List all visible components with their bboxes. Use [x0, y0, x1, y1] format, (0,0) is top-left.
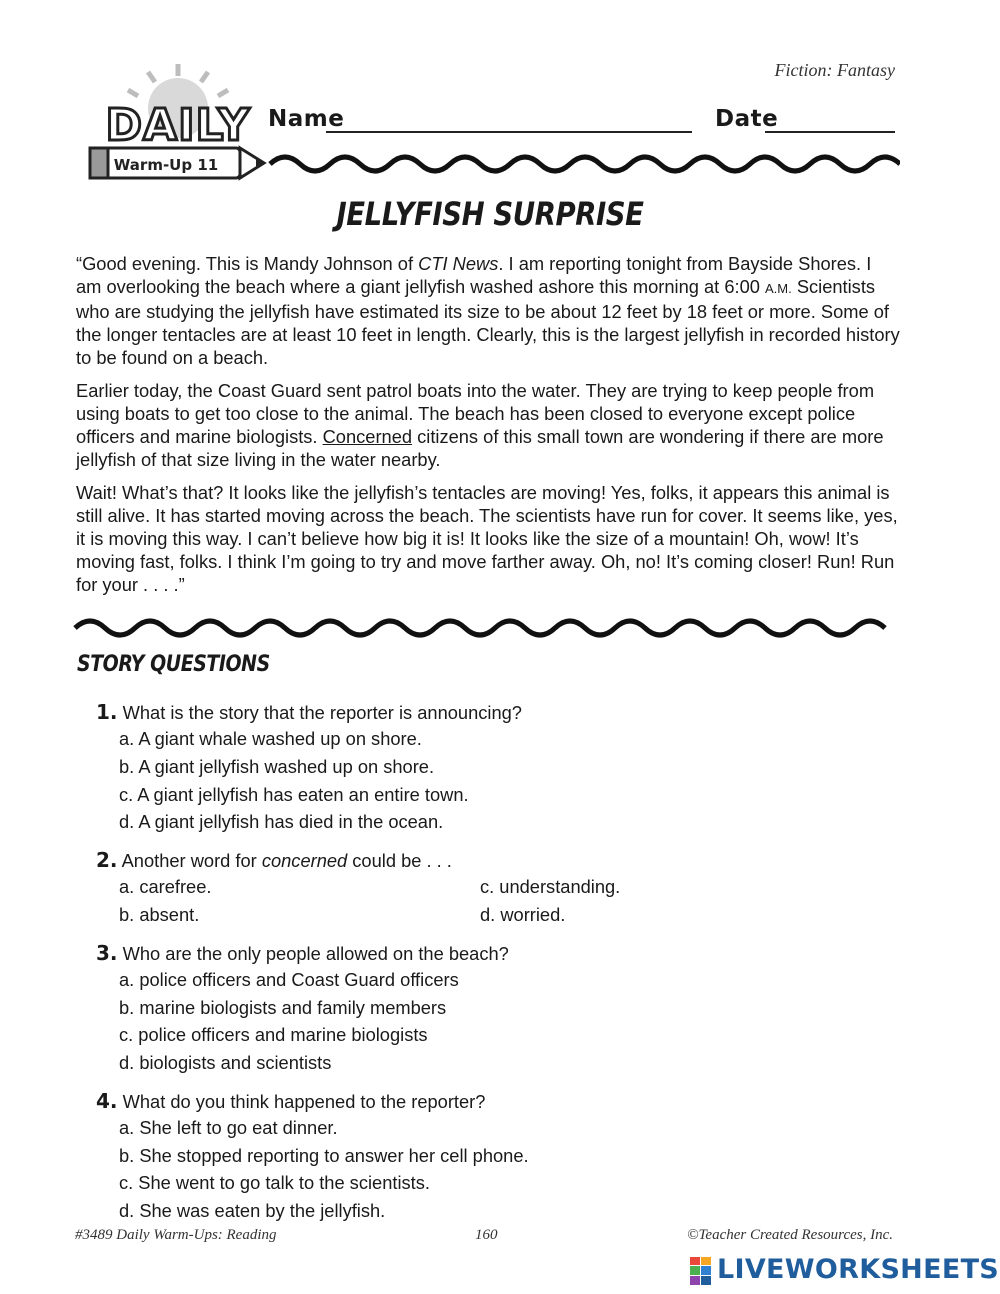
answer-option[interactable]: d. She was eaten by the jellyfish.: [119, 1200, 386, 1221]
question-4: [96, 1089, 485, 1113]
question-text: What is the story that the reporter is announcing?: [122, 702, 522, 723]
date-input-line[interactable]: [765, 131, 895, 133]
vocab-word: Concerned: [322, 426, 413, 447]
story-text-run: . I am reporting tonight from Bayside Shores. I am overlooking the beach where a giant jellyfish washed ashore this morning at 6:00: [76, 253, 872, 297]
question-number: 3.: [96, 941, 118, 965]
answer-option[interactable]: a. carefree.: [119, 876, 212, 897]
answer-option[interactable]: d. A giant jellyfish has died in the ocean.: [119, 811, 444, 832]
answer-option[interactable]: d. biologists and scientists: [119, 1052, 332, 1073]
answer-option[interactable]: c. understanding.: [480, 876, 621, 897]
story-paragraph: [76, 379, 901, 471]
question-text: could be . . .: [347, 850, 452, 871]
story-text-run: citizens of this small town are wondering if there are more jellyfish of that size living in the water nearby.: [76, 426, 884, 470]
answer-option[interactable]: c. She went to go talk to the scientists.: [119, 1172, 430, 1193]
story-paragraph: [76, 252, 901, 369]
answer-option[interactable]: b. She stopped reporting to answer her cell phone.: [119, 1145, 529, 1166]
story-text: [76, 252, 901, 606]
story-paragraph: Wait! What’s that? It looks like the jellyfish’s tentacles are moving! Yes, folks, it appears this animal is still alive. It has started moving across the beach. The scientists have run for cover. It seems like, yes, it is moving this way. I can’t believe how big it is! It looks like the size of a mountain! Oh, wow! It’s moving fast, folks. I think I’m going to try and move farther away. Oh, no! It’s coming closer! Run! Run for your . . . .”: [76, 482, 898, 595]
footer-page-number: 160: [475, 1227, 498, 1243]
question-number: 1.: [96, 700, 118, 724]
logo-subtitle: Warm-Up 11: [113, 156, 219, 174]
footer-book-title: #3489 Daily Warm-Ups: Reading: [75, 1227, 277, 1243]
question-3: [96, 941, 509, 965]
footer-copyright: ©Teacher Created Resources, Inc.: [687, 1227, 893, 1243]
answer-option[interactable]: a. police officers and Coast Guard officers: [119, 969, 459, 990]
vocab-word: concerned: [261, 850, 348, 871]
answer-option[interactable]: a. She left to go eat dinner.: [119, 1117, 338, 1138]
answer-option[interactable]: c. A giant jellyfish has eaten an entire town.: [119, 784, 469, 805]
news-name: CTI News: [418, 253, 499, 274]
name-label: Name: [268, 106, 345, 132]
question-number: 2.: [96, 848, 118, 872]
answer-option[interactable]: c. police officers and marine biologists: [119, 1024, 428, 1045]
header-wave-divider: [70, 146, 900, 182]
question-text: What do you think happened to the reporter?: [122, 1091, 486, 1112]
question-2: [96, 848, 452, 872]
genre-label: Fiction: Fantasy: [774, 60, 895, 80]
name-input-line[interactable]: [326, 131, 692, 133]
time-suffix: A.M.: [765, 281, 792, 296]
answer-option[interactable]: a. A giant whale washed up on shore.: [119, 728, 422, 749]
page-title: JELLYFISH SURPRISE: [336, 195, 644, 233]
liveworksheets-logo-icon: [690, 1256, 712, 1286]
question-1: [96, 700, 522, 724]
questions-heading: STORY QUESTIONS: [77, 652, 270, 677]
story-text-run: Earlier today, the Coast Guard sent patrol boats into the water. They are trying to keep people from using boats to get too close to the animal. The beach has been closed to everyone except police officers and marine biologists.: [76, 380, 875, 447]
answer-option[interactable]: b. marine biologists and family members: [119, 997, 447, 1018]
question-number: 4.: [96, 1089, 118, 1113]
logo-word: DAILY: [105, 100, 251, 151]
liveworksheets-watermark[interactable]: LIVEWORKSHEETS: [717, 1254, 1000, 1285]
answer-option[interactable]: b. A giant jellyfish washed up on shore.: [119, 756, 435, 777]
date-label: Date: [715, 106, 779, 132]
answer-option[interactable]: b. absent.: [119, 904, 200, 925]
question-text: Another word for: [121, 850, 262, 871]
story-text-run: “Good evening. This is Mandy Johnson of: [76, 253, 419, 274]
story-wave-divider: [70, 610, 900, 646]
answer-option[interactable]: d. worried.: [480, 904, 566, 925]
story-text-run: Scientists who are studying the jellyfish have estimated its size to be about 12 feet by 18 feet or more. Some of the longer tentacles are at least 10 feet in length. Clearly, this is the largest jellyfish in recorded history to be found on a beach.: [76, 276, 900, 368]
question-text: Who are the only people allowed on the beach?: [122, 943, 509, 964]
